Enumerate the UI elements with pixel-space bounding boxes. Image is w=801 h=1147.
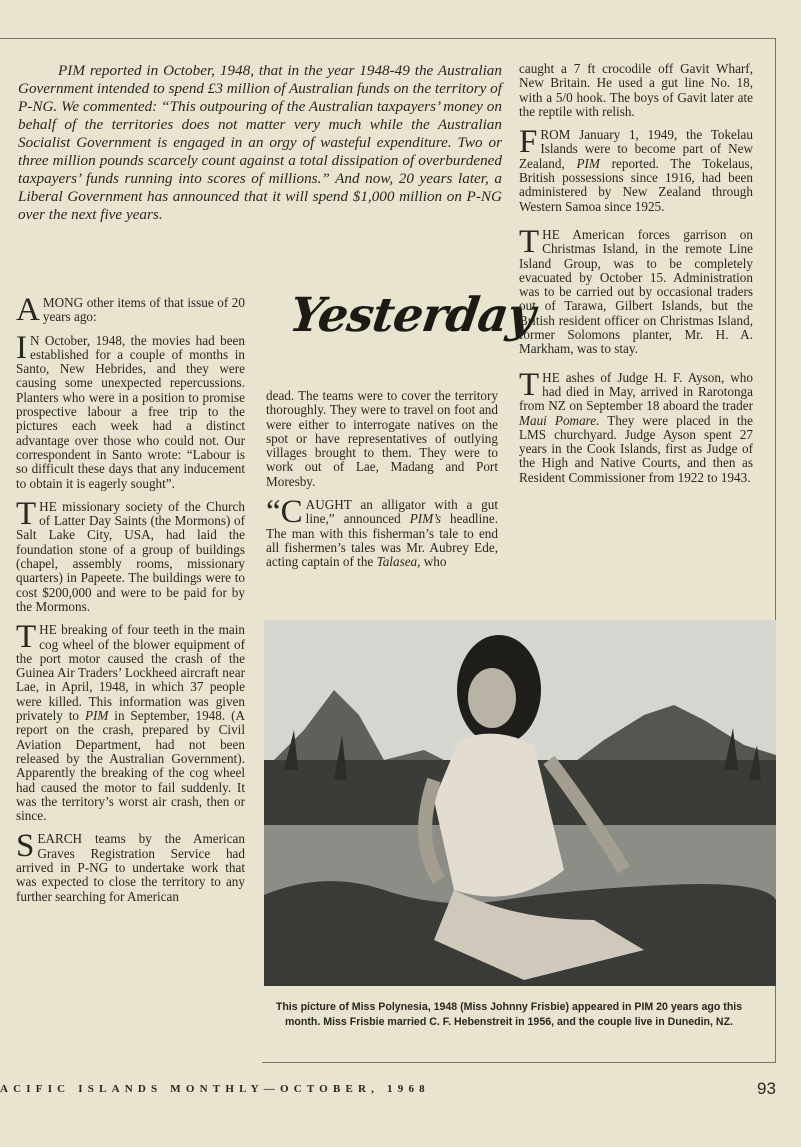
bottom-rule xyxy=(262,1062,776,1063)
paragraph xyxy=(519,366,753,485)
drop-cap: T xyxy=(519,366,540,403)
paragraph-text: in September, 1948. (A report on the crash, prepared by Civil Aviation Department, had not been released by the Australian Government). Apparently the breaking of the cog wheel had caused the motor to fail suddenly. It was the territory’s worst air crash, then or since. xyxy=(16,708,245,824)
paragraph xyxy=(16,329,245,491)
paragraph-text: AUGHT an alligator with a gut line,” announced xyxy=(305,497,498,527)
drop-cap: F xyxy=(519,124,538,161)
drop-cap: S xyxy=(16,828,35,865)
drop-cap: I xyxy=(16,329,27,366)
paragraph xyxy=(266,494,498,570)
section-title: Yesterday xyxy=(286,288,538,343)
paragraph-text: HE breaking of four teeth in the main cog wheel of the blower equipment of the port motor caused the crash of the Guinea Air Traders’ Lockheed aircraft near Lae, in April, 1948, in which 37 people were killed. This information was given privately to xyxy=(16,622,245,724)
paragraph-text: HE missionary society of the Church of Latter Day Saints (the Mormons) of Salt Lake City, USA, had laid the foundation stone of a group of buildings (chapel, assembly rooms, missionary quarters) in Papeete. The buildings were to cost $200,000 and were to be paid for by the Mormons. xyxy=(16,498,245,614)
publication-name: PIM xyxy=(576,155,600,171)
paragraph xyxy=(16,495,245,614)
top-rule xyxy=(0,38,775,39)
column-left xyxy=(16,292,245,913)
drop-cap: “C xyxy=(266,494,303,531)
photo-illustration xyxy=(264,620,776,986)
column-right xyxy=(519,62,753,494)
paragraph-text: who xyxy=(420,554,447,570)
publication-name: PIM’s xyxy=(409,511,442,527)
paragraph-text: dead. The teams were to cover the territory thoroughly. They were to travel on foot and were either to interrogate natives on the spot or have representatives of outlying villages brought to them. They were to work out of Lae, Madang and Port Moresby. xyxy=(266,388,498,489)
paragraph xyxy=(519,62,753,119)
paragraph-text: MONG other items of that issue of 20 years ago: xyxy=(42,295,245,325)
photo-caption: This picture of Miss Polynesia, 1948 (Miss Johnny Frisbie) appeared in PIM 20 years ago this month. Miss Frisbie married C. F. Hebenstreit in 1956, and the couple live in Dunedin, NZ. xyxy=(275,1001,743,1028)
paragraph xyxy=(16,292,245,328)
paragraph xyxy=(519,124,753,214)
drop-cap: T xyxy=(16,495,37,532)
paragraph-text: They were placed in the LMS churchyard. Judge Ayson spent 27 years in the Cook Islands, first as Judge of the High and Native Courts, and then as Resident Commissioner from 1922 to 1943. xyxy=(519,412,753,485)
paragraph-text: ROM January 1, 1949, the Tokelau Islands were to become part of New Zealand, xyxy=(519,127,753,171)
miss-polynesia-photo xyxy=(264,620,776,986)
paragraph-text: HE American forces garrison on Christmas Island, in the remote Line Island Group, was to be completely evacuated by October 15. Administration was to be carried out by occasional traders out of Tarawa, Gilbert Islands, but the British resident officer on Christmas Island, former Solomons planter, Mr. H. A. Markham, was to stay. xyxy=(519,226,753,357)
paragraph xyxy=(16,619,245,824)
paragraph xyxy=(519,223,753,357)
paragraph xyxy=(266,389,498,489)
paragraph-text: HE ashes of Judge H. F. Ayson, who had died in May, arrived in Rarotonga from NZ on September 18 aboard the trader xyxy=(519,369,753,414)
paragraph-text: reported. The Tokelaus, British possessions since 1916, had been administered by New Zealand through Western Samoa since 1925. xyxy=(519,155,753,214)
paragraph-text: N October, 1948, the movies had been established for a couple of months in Santo, New Hebrides, and they were causing some unexpected repercussions. Planters who were in a position to promise prospective labour a free trip to the pictures each week had a distinct advantage over those who could not. Our correspondent in Santo wrote: “Labour is so difficult these days that any inducement to obtain it is eagerly sought”. xyxy=(16,332,245,491)
paragraph-text: headline. The man with this fisherman’s tale to end all fishermen’s tales was Mr. Aubrey Ede, acting captain of the xyxy=(266,511,498,570)
ship-name: Maui Pomare. xyxy=(519,412,600,428)
page-number: 93 xyxy=(757,1079,776,1098)
drop-cap: T xyxy=(16,619,37,656)
running-footer: ACIFIC ISLANDS MONTHLY—OCTOBER, 1968 xyxy=(0,1083,430,1095)
paragraph xyxy=(16,828,245,904)
publication-name: PIM xyxy=(84,708,109,724)
paragraph-text: caught a 7 ft crocodile off Gavit Wharf, New Britain. He used a gut line No. 18, with a 5/0 hook. The boys of Gavit later ate the reptile with relish. xyxy=(519,61,753,119)
paragraph-text: EARCH teams by the American Graves Registration Service had arrived in P-NG to undertake work that was expected to close the territory to any further searching for American xyxy=(16,831,245,904)
column-middle xyxy=(266,389,498,579)
drop-cap: A xyxy=(16,292,40,328)
ship-name: Talasea, xyxy=(376,554,421,570)
drop-cap: T xyxy=(519,223,540,260)
intro-paragraph: PIM reported in October, 1948, that in the year 1948-49 the Australian Government intended to spend £3 million of Australian funds on the territory of P-NG. We commented: “This outpouring of the Australian taxpayers’ money on behalf of the territories does not matter very much while the Australian Socialist Government is engaged in an orgy of wasteful expenditure. Two or three million pounds scarcely count against a total dissipation of overburdened taxpayers’ funds running into scores of millions.” And now, 20 years later, a Liberal Government has announced that it will spend $1,000 million on P-NG over the next five years. xyxy=(18,62,502,223)
